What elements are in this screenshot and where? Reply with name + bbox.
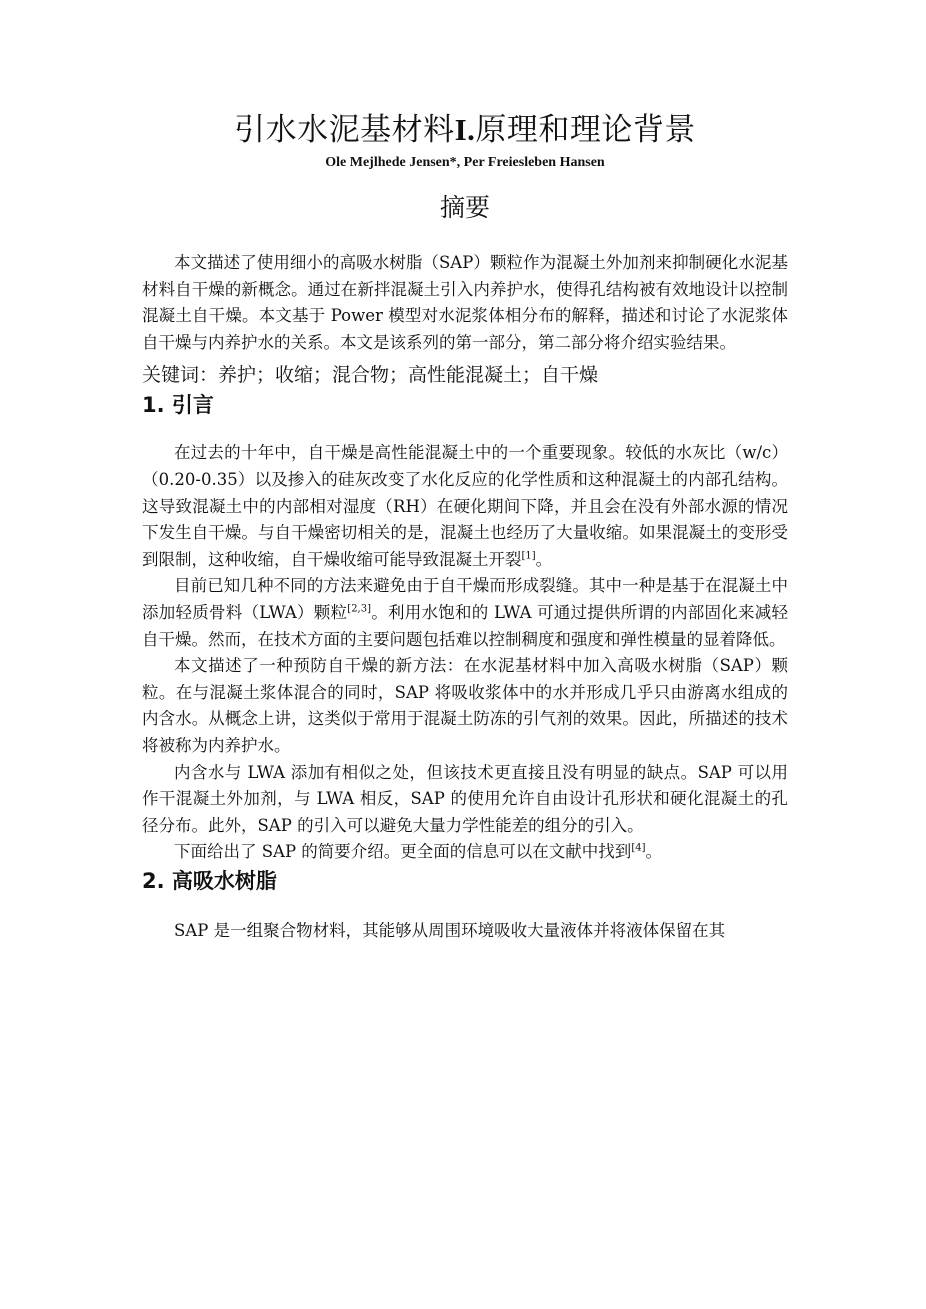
section-1-paragraph-1-end: 。	[535, 549, 553, 569]
section-1-paragraph-2-text: 目前已知几种不同的方法来避免由于自干燥而形成裂缝。其中一种是基于在混凝土中添加轻质骨料（LWA）颗粒	[142, 576, 788, 622]
section-1-paragraph-2	[142, 573, 788, 653]
section-1-heading: 1. 引言	[142, 393, 214, 418]
section-1-paragraph-1-text: 在过去的十年中，自干燥是高性能混凝土中的一个重要现象。较低的水灰比（w/c）（0.20-0.35）以及掺入的硅灰改变了水化反应的化学性质和这种混凝土的内部孔结构。这导致混凝土中的内部相对湿度（RH）在硬化期间下降，并且会在没有外部水源的情况下发生自干燥。与自干燥密切相关的是，混凝土也经历了大量收缩。如果混凝土的变形受到限制，这种收缩，自干燥收缩可能导致混凝土开裂	[142, 443, 788, 569]
section-2-body	[142, 918, 788, 945]
section-1-paragraph-2-end: 。利用水饱和的 LWA 可通过提供所谓的内部固化来减轻自干燥。然而，在技术方面的主要问题包括难以控制稠度和强度和弹性模量的显着降低。	[142, 602, 788, 649]
title-zh2: 原理和理论背景	[475, 112, 696, 148]
section-1-body	[142, 440, 788, 866]
section-1-paragraph-4: 内含水与 LWA 添加有相似之处，但该技术更直接且没有明显的缺点。SAP 可以用作干混凝土外加剂，与 LWA 相反，SAP 的使用允许自由设计孔形状和硬化混凝土的孔径分布。此外，SAP 的引入可以避免大量力学性能差的组分的引入。	[142, 762, 788, 835]
section-2-heading: 2. 高吸水树脂	[142, 868, 277, 893]
paper-title	[142, 110, 788, 150]
citation-1: [1]	[521, 550, 536, 562]
abstract-text: 本文描述了使用细小的高吸水树脂（SAP）颗粒作为混凝土外加剂来抑制硬化水泥基材料自干燥的新概念。通过在新拌混凝土引入内养护水，使得孔结构被有效地设计以控制混凝土自干燥。本文基于 Power 模型对水泥浆体相分布的解释，描述和讨论了水泥浆体自干燥与内养护水的关系。本文是该系列的第一部分，第二部分将介绍实验结果。	[142, 253, 788, 352]
section-1-paragraph-3: 本文描述了一种预防自干燥的新方法：在水泥基材料中加入高吸水树脂（SAP）颗粒。在与混凝土浆体混合的同时，SAP 将吸收浆体中的水并形成几乎只由游离水组成的内含水。从概念上讲，这类似于常用于混凝土防冻的引气剂的效果。因此，所描述的技术将被称为内养护水。	[142, 656, 788, 755]
section-2-paragraph-1: SAP 是一组聚合物材料，其能够从周围环境吸收大量液体并将液体保留在其	[174, 920, 726, 940]
section-1-paragraph-5-text: 下面给出了 SAP 的简要介绍。更全面的信息可以在文献中找到	[174, 842, 632, 862]
section-1-paragraph-5	[142, 839, 788, 866]
citation-2-3: [2,3]	[347, 603, 372, 615]
title-zh: 引水水泥基材料	[234, 112, 455, 148]
title-en: I.	[454, 112, 476, 147]
section-1-paragraph-1	[142, 440, 788, 573]
abstract-section	[142, 250, 788, 390]
paper-page	[142, 110, 788, 944]
section-1-paragraph-5-end: 。	[645, 842, 662, 862]
citation-4: [4]	[631, 842, 646, 854]
keywords: 关键词：养护；收缩；混合物；高性能混凝土；自干燥	[142, 364, 599, 387]
abstract-heading: 摘要	[439, 193, 490, 222]
authors: Ole Mejlhede Jensen*, Per Freiesleben Hansen	[325, 155, 605, 170]
